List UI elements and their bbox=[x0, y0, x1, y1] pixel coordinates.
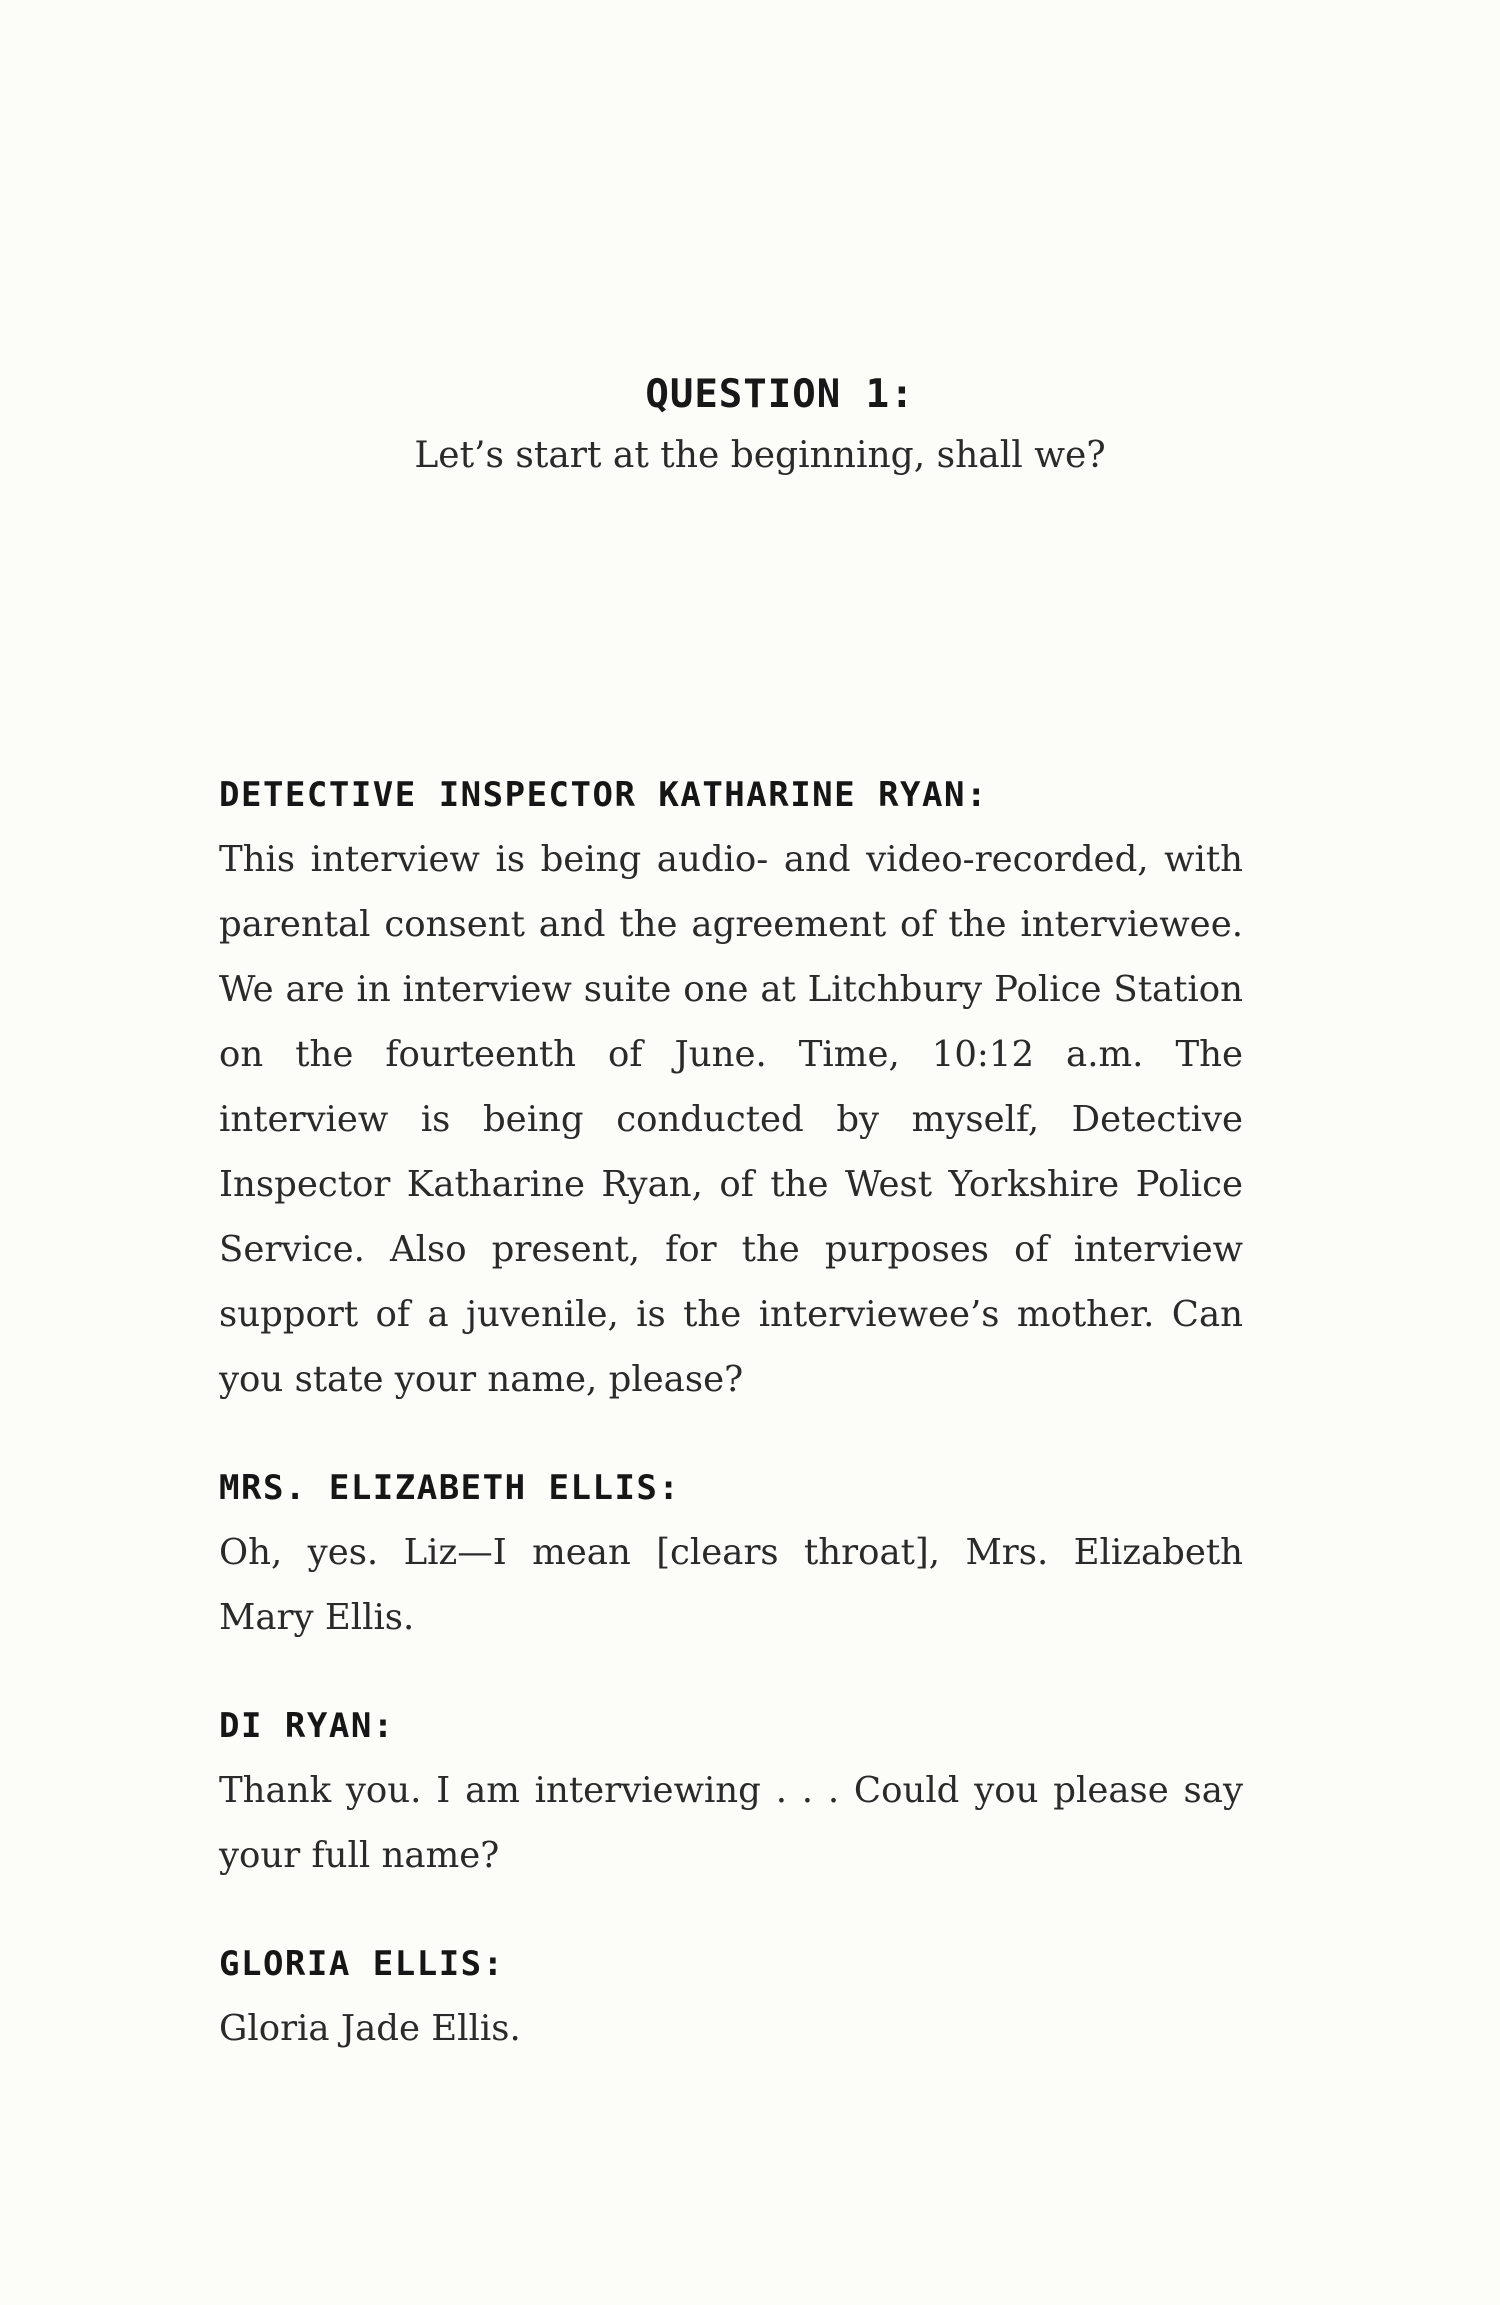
speech-text: Thank you. I am interviewing . . . Could you please say your full name? bbox=[219, 1770, 1243, 1876]
speech-text: Oh, yes. Liz—I mean [clears throat], Mrs. Elizabeth Mary Ellis. bbox=[219, 1532, 1243, 1638]
chapter-heading: QUESTION 1: bbox=[645, 372, 915, 417]
transcript-entry bbox=[219, 1468, 1243, 1650]
chapter-header bbox=[0, 372, 1500, 476]
interview-transcript bbox=[219, 775, 1243, 2117]
chapter-subtitle: Let’s start at the beginning, shall we? bbox=[414, 435, 1106, 476]
speaker-name: DETECTIVE INSPECTOR KATHARINE RYAN: bbox=[219, 775, 988, 815]
transcript-entry bbox=[219, 1944, 1243, 2061]
speaker-name: MRS. ELIZABETH ELLIS: bbox=[219, 1468, 681, 1508]
transcript-entry bbox=[219, 775, 1243, 1412]
speech-text: Gloria Jade Ellis. bbox=[219, 2008, 521, 2049]
speaker-name: GLORIA ELLIS: bbox=[219, 1944, 505, 1984]
speech-text: This interview is being audio- and video-recorded, with parental consent and the agreement of the interviewee. We are in interview suite one at Litchbury Police Station on the fourteenth of June. Time, 10:12 a.m. The interview is being conducted by myself, Detective Inspector Katharine Ryan, of the West Yorkshire Police Service. Also present, for the purposes of interview support of a juvenile, is the interviewee’s mother. Can you state your name, please? bbox=[219, 839, 1243, 1400]
transcript-entry bbox=[219, 1706, 1243, 1888]
speaker-name: DI RYAN: bbox=[219, 1706, 395, 1746]
